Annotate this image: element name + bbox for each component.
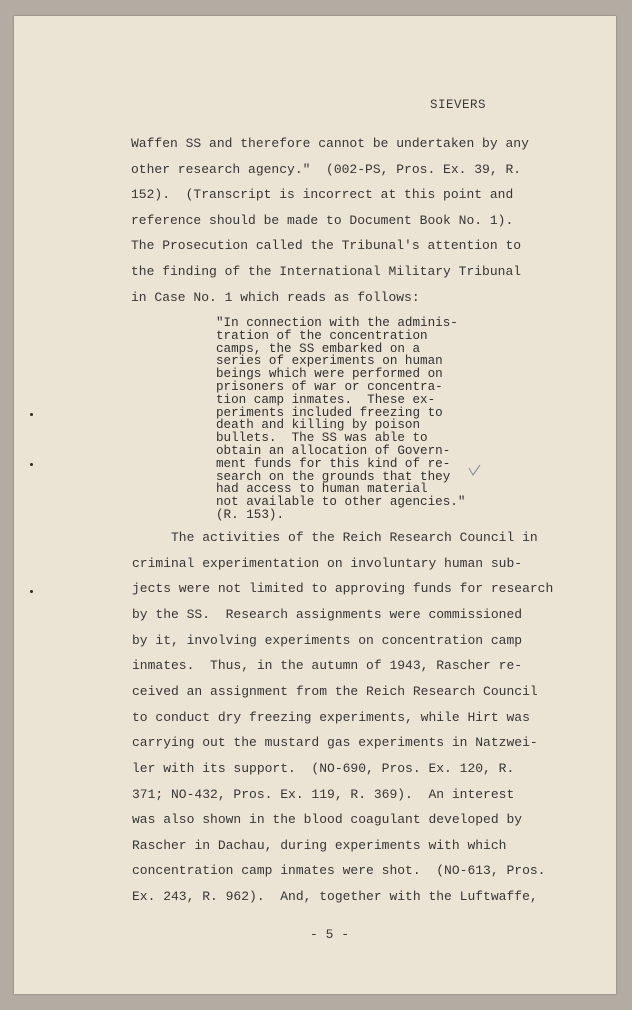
quote-line: ment funds for this kind of re-	[216, 456, 451, 471]
text-line: by it, involving experiments on concentration camp	[132, 632, 523, 648]
quote-line: obtain an allocation of Govern-	[216, 444, 451, 458]
text-line: 371; NO-432, Pros. Ex. 119, R. 369). An interest	[132, 786, 515, 802]
text-line: The Prosecution called the Tribunal's attention to	[131, 238, 522, 254]
check-mark-icon	[468, 464, 482, 478]
quote-line: (R. 153).	[216, 508, 285, 522]
text-line: concentration camp inmates were shot. (NO-613, Pros.	[132, 863, 546, 879]
quote-line: tration of the concentration	[216, 328, 428, 343]
margin-dot	[30, 413, 33, 416]
quote-line: periments included freezing to	[216, 405, 443, 420]
page-number: - 5 -	[310, 927, 350, 942]
text-line: Waffen SS and therefore cannot be undertaken by any	[131, 136, 529, 151]
quote-line: death and killing by poison	[216, 418, 421, 433]
text-line: other research agency." (002-PS, Pros. Ex. 39, R.	[131, 161, 522, 177]
document-page	[14, 16, 616, 994]
quote-line: bullets. The SS was able to	[216, 431, 428, 446]
quote-line: "In connection with the adminis-	[216, 316, 458, 330]
quote-line: tion camp inmates. These ex-	[216, 392, 436, 407]
text-line: Rascher in Dachau, during experiments with which	[132, 837, 507, 853]
quote-line: camps, the SS embarked on a	[216, 341, 421, 356]
quote-line: search on the grounds that they	[216, 469, 451, 484]
text-line: in Case No. 1 which reads as follows:	[131, 289, 420, 305]
text-line: was also shown in the blood coagulant developed by	[132, 812, 523, 828]
text-line: 152). (Transcript is incorrect at this point and	[131, 187, 514, 203]
text-line: inmates. Thus, in the autumn of 1943, Rascher re-	[132, 658, 523, 674]
quote-line: had access to human material	[216, 482, 428, 497]
text-line: to conduct dry freezing experiments, while Hirt was	[132, 709, 530, 725]
quote-line: prisoners of war or concentra-	[216, 380, 443, 394]
text-line: Ex. 243, R. 962). And, together with the Luftwaffe,	[132, 889, 538, 905]
text-line: reference should be made to Document Book No. 1).	[131, 212, 514, 228]
quote-line: series of experiments on human	[216, 354, 443, 369]
text-line: criminal experimentation on involuntary human sub-	[132, 555, 523, 571]
text-line: the finding of the International Military Tribunal	[131, 264, 522, 279]
text-line: ceived an assignment from the Reich Research Council	[132, 683, 538, 699]
text-line: by the SS. Research assignments were commissioned	[132, 606, 523, 622]
text-line: carrying out the mustard gas experiments in Natzwei-	[132, 735, 538, 751]
text-line: jects were not limited to approving funds for research	[132, 581, 554, 597]
quote-line: beings which were performed on	[216, 367, 443, 382]
text-line: The activities of the Reich Research Council in	[132, 530, 538, 545]
text-line: ler with its support. (NO-690, Pros. Ex. 120, R.	[132, 760, 515, 776]
page-header: SIEVERS	[430, 98, 487, 112]
margin-dot	[30, 463, 33, 466]
quote-line: not available to other agencies."	[216, 495, 466, 510]
margin-dot	[30, 590, 33, 593]
